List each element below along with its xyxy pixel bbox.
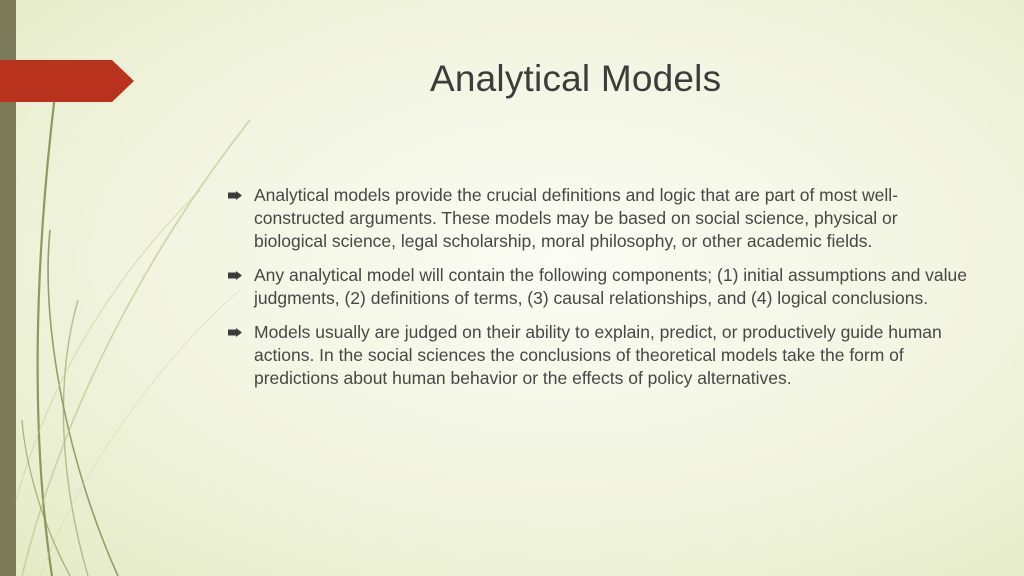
bullet-text: Any analytical model will contain the following components; (1) initial assumptions and value judgments, (2) definitions of terms, (3) causal relationships, and (4) logical conclusions. [254, 265, 968, 308]
arrow-right-icon [228, 328, 242, 337]
bullet-item [228, 321, 968, 390]
bullet-item [228, 184, 968, 253]
bullet-text: Models usually are judged on their ability to explain, predict, or productively guide human actions. In the social sciences the conclusions of theoretical models take the form of predictions about human behavior or the effects of policy alternatives. [254, 322, 942, 388]
arrow-right-icon [228, 191, 242, 200]
slide-title: Analytical Models [430, 58, 722, 99]
bullet-text: Analytical models provide the crucial definitions and logic that are part of most well-constructed arguments. These models may be based on social science, physical or biological science, legal scholarship, moral philosophy, or other academic fields. [254, 185, 898, 251]
accent-tab [0, 60, 134, 102]
arrow-right-icon [228, 271, 242, 280]
bullet-item [228, 264, 968, 310]
bullet-list [228, 184, 968, 401]
